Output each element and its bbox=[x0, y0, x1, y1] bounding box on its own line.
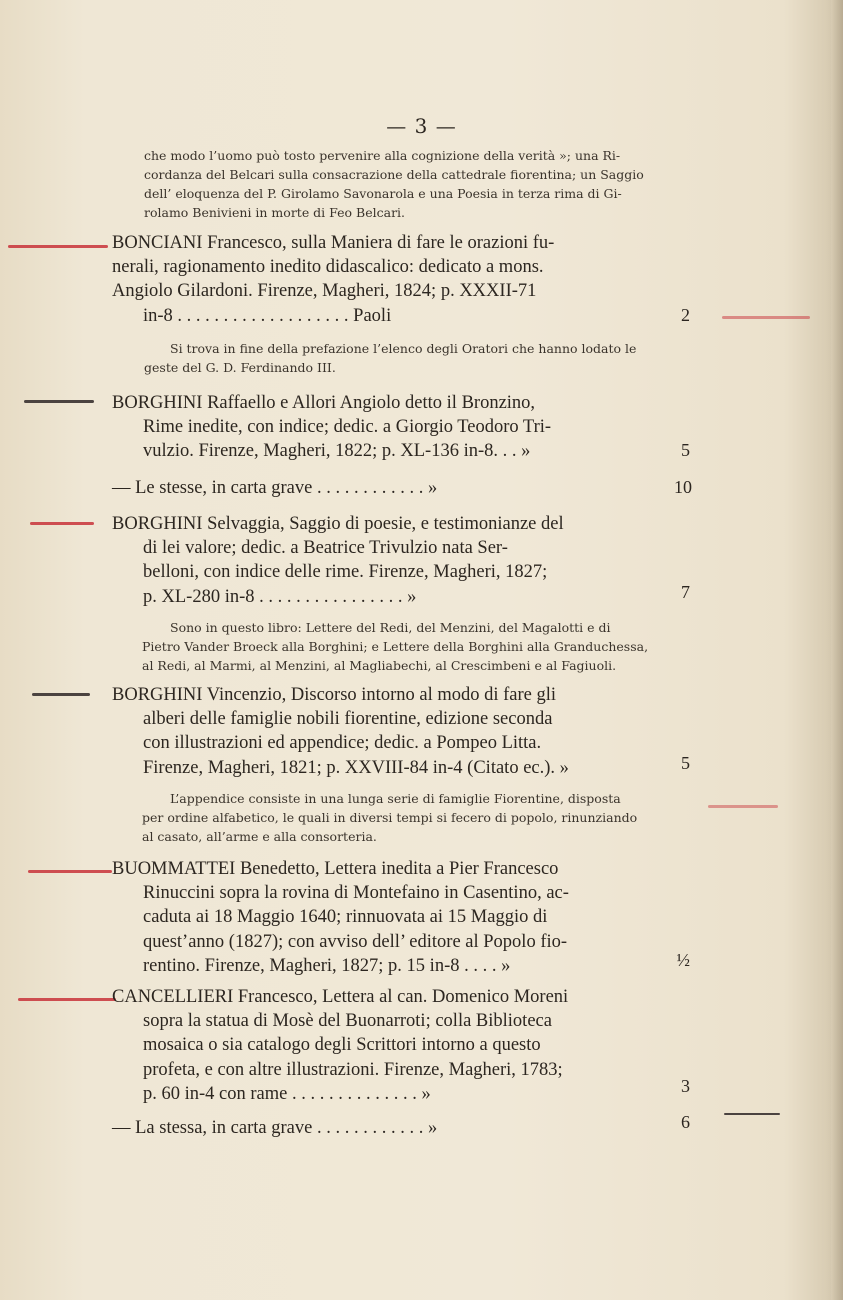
margin-mark-red bbox=[8, 245, 108, 248]
price: 3 bbox=[681, 1076, 690, 1096]
entry-note bbox=[144, 339, 659, 377]
margin-mark-red bbox=[18, 998, 116, 1001]
page-number: — 3 — bbox=[386, 114, 457, 138]
price: 6 bbox=[681, 1112, 690, 1132]
catalog-entry-borghini-vincenzio bbox=[112, 683, 657, 780]
entry-line: in-8 . . . . . . . . . . . . . . . . . . . Paoli bbox=[143, 305, 392, 326]
note-line: Pietro Vander Broeck alla Borghini; e Lettere della Borghini alla Granduchessa, bbox=[142, 639, 649, 654]
catalog-entry-borghini-selvaggia bbox=[112, 512, 657, 609]
price: 2 bbox=[681, 305, 690, 325]
note-line: al Redi, al Marmi, al Menzini, al Magliabechi, al Crescimbeni e al Fagiuoli. bbox=[142, 658, 617, 673]
note-line: che modo l’uomo può tosto pervenire alla cognizione della verità »; una Ri- bbox=[144, 148, 621, 163]
entry-line: Rime inedite, con indice; dedic. a Giorgio Teodoro Tri- bbox=[143, 417, 552, 438]
entry-line: — Le stesse, in carta grave . . . . . . . . . . . . » bbox=[112, 478, 438, 498]
margin-mark-red bbox=[708, 805, 778, 808]
margin-mark-dark bbox=[724, 1113, 780, 1115]
catalog-entry-buommattei bbox=[112, 857, 657, 978]
catalog-entry-la-stessa bbox=[112, 1116, 657, 1140]
price: ½ bbox=[676, 950, 690, 970]
margin-mark-red bbox=[30, 522, 94, 525]
entry-line: mosaica o sia catalogo degli Scrittori intorno a questo bbox=[143, 1035, 541, 1056]
top-note bbox=[144, 146, 654, 222]
margin-mark-dark bbox=[24, 400, 94, 403]
catalog-entry-bonciani bbox=[112, 231, 657, 328]
entry-line: BUOMMATTEI Benedetto, Lettera inedita a Pier Francesco bbox=[112, 859, 559, 879]
entry-line: BORGHINI Selvaggia, Saggio di poesie, e testimonianze del bbox=[112, 514, 564, 534]
note-line: Si trova in fine della prefazione l’elenco degli Oratori che hanno lodato le bbox=[170, 341, 637, 356]
entry-line: caduta ai 18 Maggio 1640; rinnuovata ai 15 Maggio di bbox=[143, 907, 548, 928]
entry-line: BORGHINI Vincenzio, Discorso intorno al modo di fare gli bbox=[112, 685, 557, 705]
entry-line: quest’anno (1827); con avviso dell’ editore al Popolo fio- bbox=[143, 931, 568, 952]
catalog-entry-borghini-raffaello bbox=[112, 391, 657, 464]
entry-line: p. 60 in-4 con rame . . . . . . . . . . . . . . » bbox=[143, 1083, 431, 1104]
entry-line: nerali, ragionamento inedito didascalico: dedicato a mons. bbox=[112, 257, 544, 278]
price: 10 bbox=[674, 477, 692, 497]
entry-line: Rinuccini sopra la rovina di Montefaino in Casentino, ac- bbox=[143, 883, 569, 904]
note-line: cordanza del Belcari sulla consacrazione della cattedrale fiorentina; un Saggio bbox=[144, 167, 644, 182]
price: 5 bbox=[681, 440, 690, 460]
entry-line: — La stessa, in carta grave . . . . . . . . . . . . » bbox=[112, 1118, 438, 1138]
note-line: dell’ eloquenza del P. Girolamo Savonarola e una Poesia in terza rima di Gi- bbox=[144, 186, 622, 201]
note-line: geste del G. D. Ferdinando III. bbox=[144, 360, 336, 375]
entry-line: BORGHINI Raffaello e Allori Angiolo detto il Bronzino, bbox=[112, 393, 536, 413]
price: 7 bbox=[681, 582, 690, 602]
catalog-entry-le-stesse bbox=[112, 476, 657, 500]
entry-line: CANCELLIERI Francesco, Lettera al can. Domenico Moreni bbox=[112, 987, 569, 1007]
entry-line: profeta, e con altre illustrazioni. Firenze, Magheri, 1783; bbox=[143, 1059, 563, 1080]
entry-line: di lei valore; dedic. a Beatrice Trivulzio nata Ser- bbox=[143, 538, 508, 559]
page-edge bbox=[831, 0, 843, 1300]
entry-note bbox=[142, 618, 660, 675]
entry-line: con illustrazioni ed appendice; dedic. a Pompeo Litta. bbox=[143, 733, 542, 754]
entry-line: rentino. Firenze, Magheri, 1827; p. 15 in-8 . . . . » bbox=[143, 955, 511, 976]
note-line: per ordine alfabetico, le quali in diversi tempi si fecero di popolo, rinunziando bbox=[142, 810, 638, 825]
entry-line: Angiolo Gilardoni. Firenze, Magheri, 1824; p. XXXII-71 bbox=[112, 281, 537, 302]
entry-line: vulzio. Firenze, Magheri, 1822; p. XL-136 in-8. . . » bbox=[143, 441, 531, 462]
price: 5 bbox=[681, 753, 690, 773]
margin-mark-red bbox=[722, 316, 810, 319]
note-line: Sono in questo libro: Lettere del Redi, del Menzini, del Magalotti e di bbox=[170, 620, 611, 635]
entry-line: Firenze, Magheri, 1821; p. XXVIII-84 in-4 (Citato ec.). » bbox=[143, 757, 569, 778]
margin-mark-red bbox=[28, 870, 112, 873]
note-line: al casato, all’arme e alla consorteria. bbox=[142, 829, 377, 844]
entry-line: BONCIANI Francesco, sulla Maniera di fare le orazioni fu- bbox=[112, 233, 555, 253]
catalog-entry-cancellieri bbox=[112, 985, 657, 1106]
entry-line: belloni, con indice delle rime. Firenze, Magheri, 1827; bbox=[143, 562, 548, 583]
entry-line: p. XL-280 in-8 . . . . . . . . . . . . . . . . » bbox=[143, 586, 417, 607]
entry-line: alberi delle famiglie nobili fiorentine, edizione seconda bbox=[143, 709, 553, 730]
margin-mark-dark bbox=[32, 693, 90, 696]
entry-line: sopra la statua di Mosè del Buonarroti; colla Biblioteca bbox=[143, 1011, 552, 1032]
entry-note bbox=[142, 789, 657, 846]
note-line: rolamo Benivieni in morte di Feo Belcari. bbox=[144, 205, 406, 220]
note-line: L’appendice consiste in una lunga serie di famiglie Fiorentine, disposta bbox=[170, 791, 621, 806]
